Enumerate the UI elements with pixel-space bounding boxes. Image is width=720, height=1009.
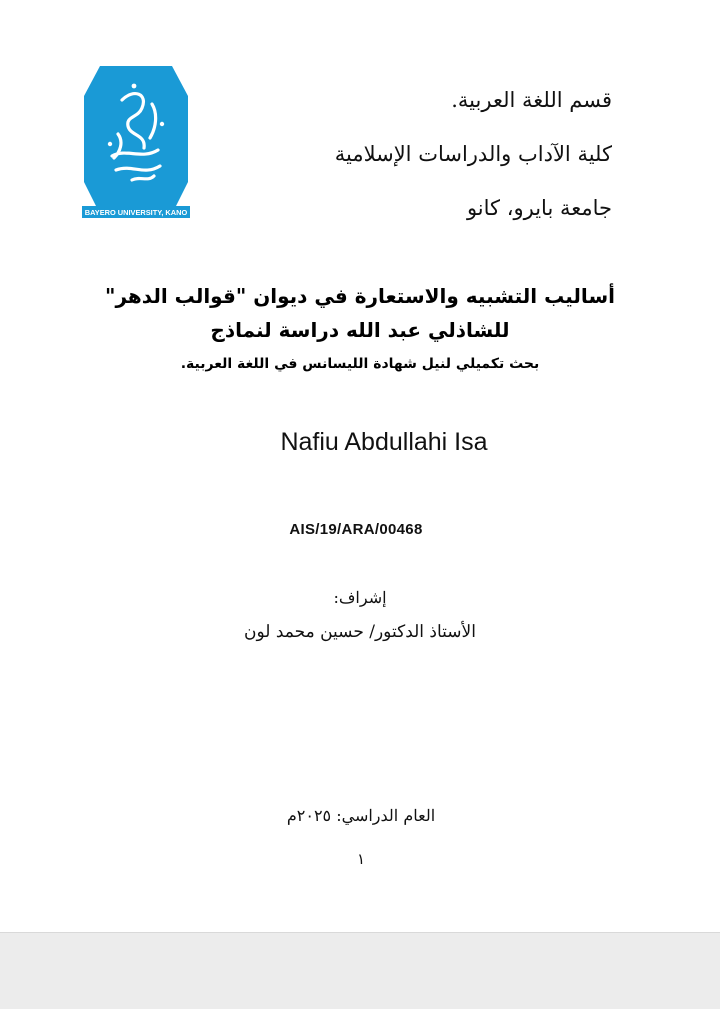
page-gap (0, 932, 720, 1009)
thesis-title-line-1: أساليب التشبيه والاستعارة في ديوان "قوالب الدهر" (105, 284, 615, 308)
thesis-subtitle: بحث تكميلي لنيل شهادة الليسانس في اللغة العربية. (180, 356, 540, 372)
logo-caption: BAYERO UNIVERSITY, KANO (84, 208, 188, 217)
university-name: جامعة بايرو، كانو (466, 196, 612, 220)
supervision-label: إشراف: (333, 588, 387, 607)
thesis-title-line-2: للشاذلي عبد الله دراسة لنماذج (210, 318, 510, 342)
supervisor-name: الأستاذ الدكتور/ حسين محمد لون (244, 622, 476, 642)
college-name: كلية الآداب والدراسات الإسلامية (334, 142, 612, 166)
logo-shield (84, 66, 188, 214)
student-name: Nafiu Abdullahi Isa (280, 428, 488, 456)
university-logo (82, 64, 190, 218)
student-id: AIS/19/ARA/00468 (289, 521, 423, 538)
page-number: ١ (356, 850, 366, 868)
academic-year: العام الدراسي: ٢٠٢٥م (286, 806, 436, 825)
department-name: قسم اللغة العربية. (451, 88, 612, 112)
